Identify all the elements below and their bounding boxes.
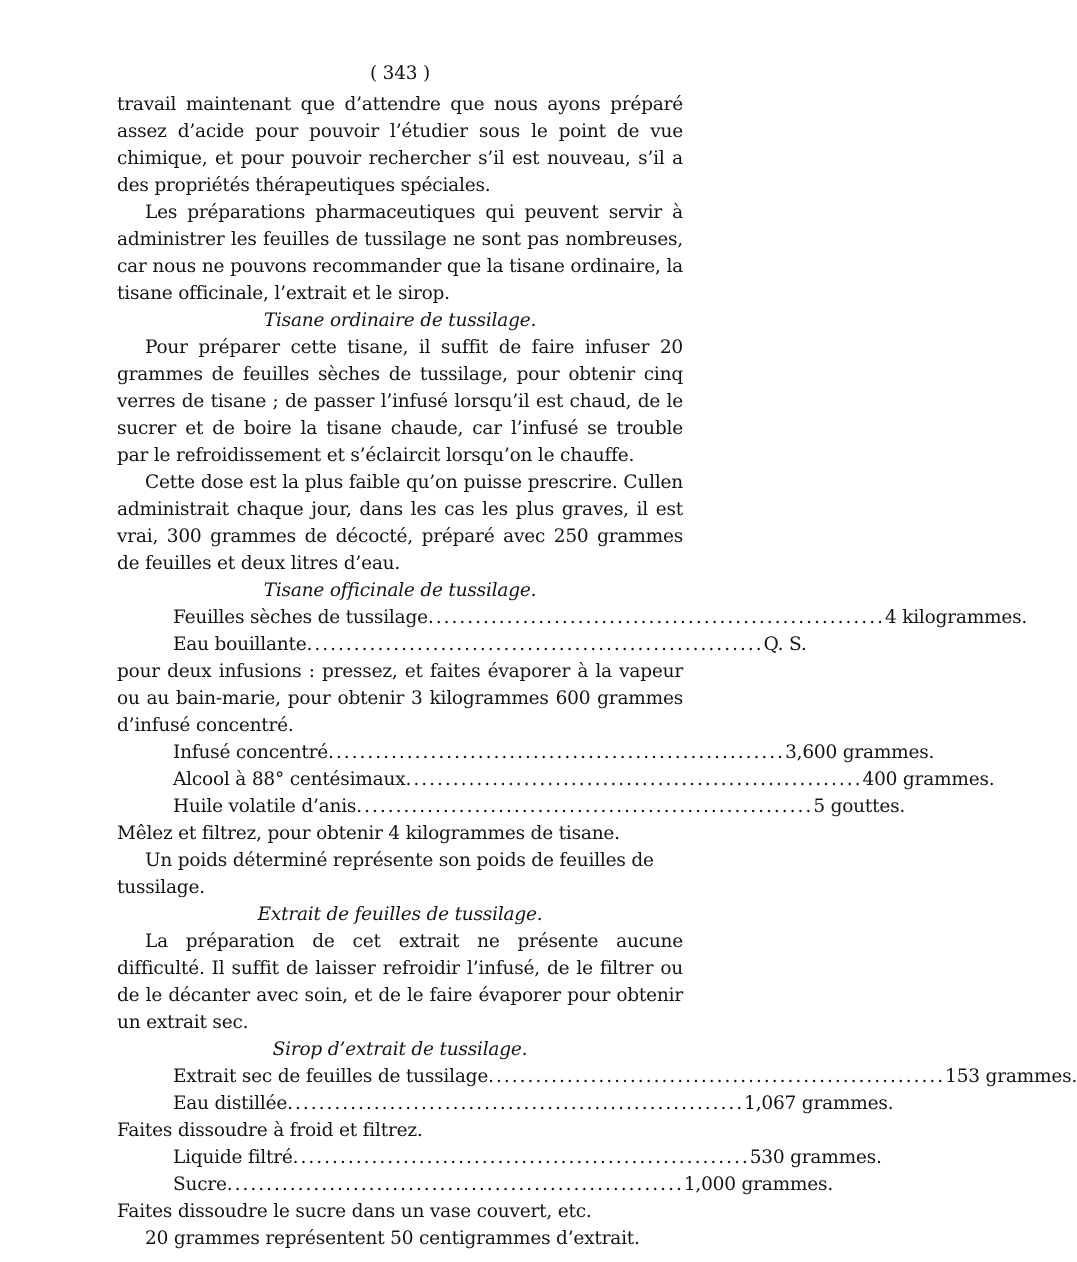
ingredient-name: Liquide filtré [173, 1147, 293, 1168]
recipe-line [117, 766, 995, 793]
heading-tisane-officinale: Tisane officinale de tussilage. [263, 580, 537, 601]
ingredient-name: Huile volatile d’anis [173, 796, 357, 817]
ingredient-quantity: 4 kilogrammes. [884, 607, 1028, 628]
heading-tisane-ordinaire: Tisane ordinaire de tussilage. [263, 310, 537, 331]
ingredient-name: Sucre [173, 1174, 227, 1195]
sugar-instructions: Faites dissoudre le sucre dans un vase couvert, etc. [117, 1201, 592, 1222]
recipe-line [117, 631, 807, 658]
ingredient-name: Feuilles sèches de tussilage [173, 607, 428, 628]
dose-note: 20 grammes représentent 50 centigrammes d’extrait. [145, 1228, 640, 1249]
recipe-line [117, 793, 906, 820]
weight-note: Un poids déterminé représente son poids de feuilles de tussilage. [117, 850, 654, 898]
infusion-instructions: pour deux infusions : pressez, et faites évaporer à la vapeur ou au bain-marie, pour obtenir 3 kilogrammes 600 grammes d’infusé concentré. [117, 661, 683, 736]
ingredient-name: Extrait sec de feuilles de tussilage [173, 1066, 489, 1087]
ingredient-name: Eau distillée [173, 1093, 288, 1114]
leader-dots: .......................................................... [327, 742, 786, 763]
intro-paragraph: travail maintenant que d’attendre que nous ayons préparé assez d’acide pour pouvoir l’étudier sous le point de vue chimique, et pour pouvoir rechercher s’il est nouveau, s’il a des propriétés thérapeutiques spéciales. [117, 94, 683, 196]
recipe-line [117, 1144, 882, 1171]
leader-dots: .......................................................... [226, 1174, 684, 1195]
ingredient-quantity: 1,067 grammes. [744, 1093, 894, 1114]
recipe-line [117, 1090, 894, 1117]
ingredient-quantity: 400 grammes. [862, 769, 995, 790]
heading-extrait: Extrait de feuilles de tussilage. [257, 904, 543, 925]
leader-dots: .......................................................... [306, 634, 764, 655]
paragraph-dose: Cette dose est la plus faible qu’on puisse prescrire. Cullen administrait chaque jour, dans les cas les plus graves, il est vrai, 300 grammes de décocté, préparé avec 250 grammes de feuilles et deux litres d’eau. [117, 472, 683, 574]
recipe-line [117, 604, 1028, 631]
heading-sirop: Sirop d’extrait de tussilage. [272, 1039, 528, 1060]
ingredient-quantity: 1,000 grammes. [683, 1174, 833, 1195]
ingredient-quantity: 5 gouttes. [813, 796, 906, 817]
ingredient-quantity: Q. S. [763, 634, 807, 655]
leader-dots: .......................................................... [287, 1093, 745, 1114]
leader-dots: .......................................................... [427, 607, 885, 628]
ingredient-quantity: 530 grammes. [749, 1147, 882, 1168]
ingredient-quantity: 153 grammes. [945, 1066, 1077, 1087]
recipe-line [117, 1063, 1077, 1090]
ingredient-quantity: 3,600 grammes. [785, 742, 935, 763]
leader-dots: .......................................................... [488, 1066, 946, 1087]
recipe-line [117, 1171, 833, 1198]
paragraph-tisane-preparation: Pour préparer cette tisane, il suffit de faire infuser 20 grammes de feuilles sèches de tussilage, pour obtenir cinq verres de tisane ; de passer l’infusé lorsqu’il est chaud, de le sucrer et de boire la tisane chaude, car l’infusé se trouble par le refroidissement et s’éclaircit lorsqu’on le chauffe. [117, 337, 683, 466]
preparations-paragraph: Les préparations pharmaceutiques qui peuvent servir à administrer les feuilles de tussilage ne sont pas nombreuses, car nous ne pouvons recommander que la tisane ordinaire, la tisane officinale, l’extrait et le sirop. [117, 202, 683, 304]
mix-instructions: Mêlez et filtrez, pour obtenir 4 kilogrammes de tisane. [117, 823, 620, 844]
leader-dots: .......................................................... [405, 769, 863, 790]
leader-dots: .......................................................... [292, 1147, 750, 1168]
paragraph-extrait: La préparation de cet extrait ne présente aucune difficulté. Il suffit de laisser refroidir l’infusé, de le filtrer ou de le décanter avec soin, et de le faire évaporer pour obtenir un extrait sec. [117, 931, 683, 1033]
ingredient-name: Alcool à 88° centésimaux [173, 769, 406, 790]
ingredient-name: Infusé concentré [173, 742, 328, 763]
page-number: ( 343 ) [369, 63, 431, 84]
leader-dots: .......................................................... [356, 796, 814, 817]
recipe-line [117, 739, 935, 766]
page-content [117, 60, 1077, 1252]
dissolve-instructions: Faites dissoudre à froid et filtrez. [117, 1120, 423, 1141]
ingredient-name: Eau bouillante [173, 634, 307, 655]
